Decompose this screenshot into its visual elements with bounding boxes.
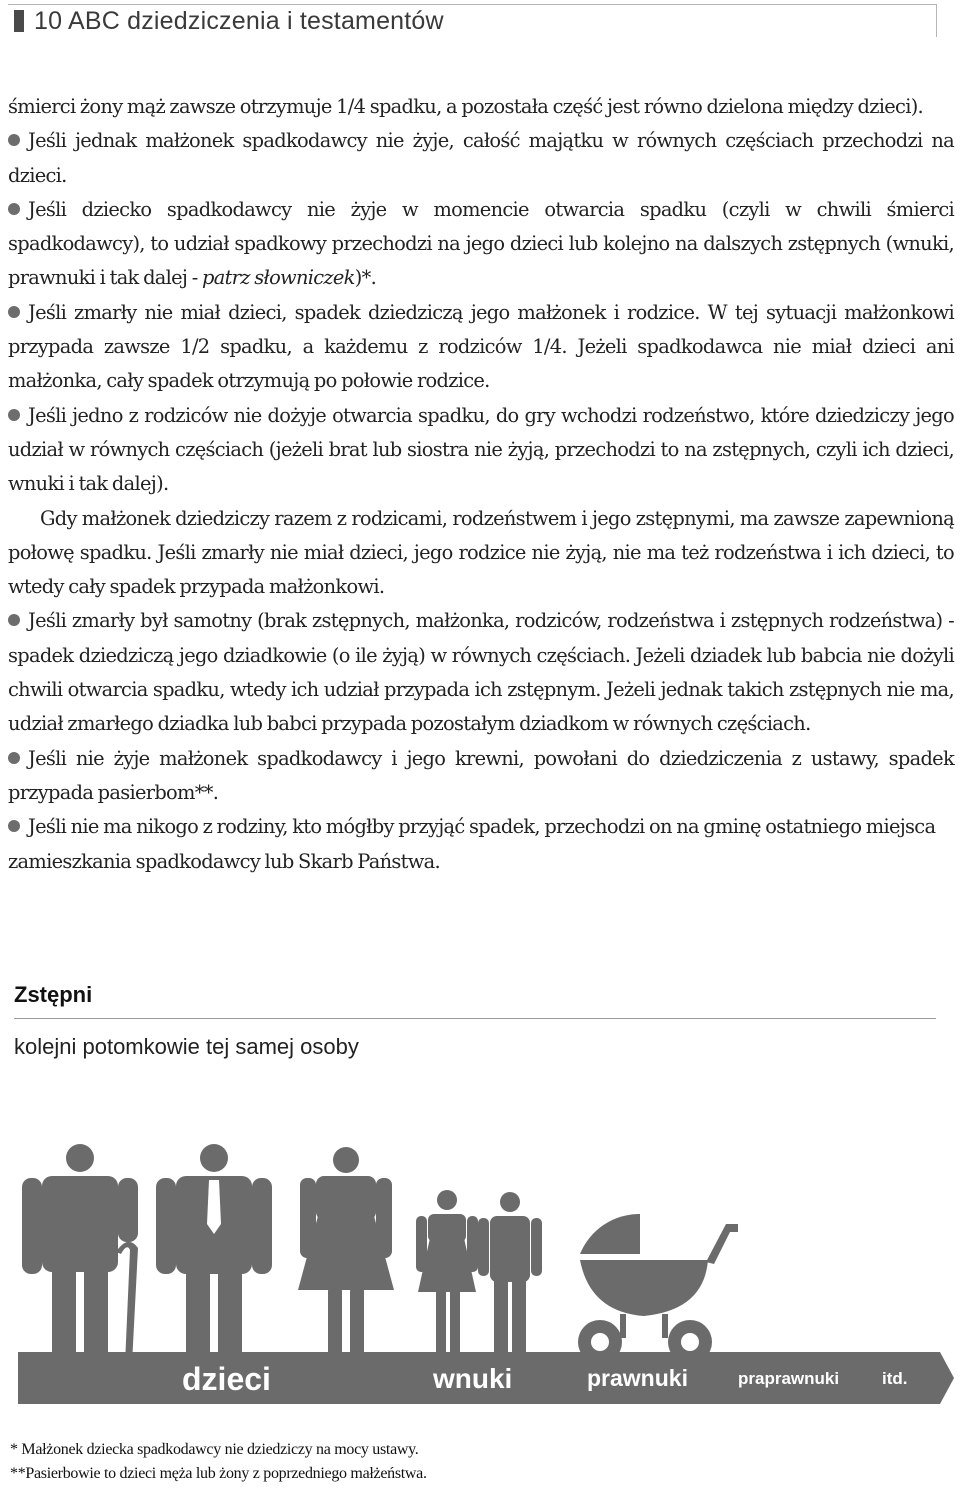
bullet-icon — [8, 306, 20, 318]
man-with-tie-icon — [156, 1144, 272, 1364]
header-bar-mark — [14, 10, 24, 32]
paragraph-1: śmierci żony mąż zawsze otrzymuje 1/4 spadku, a pozostała część jest równo dzielona między dzieci). — [8, 95, 924, 118]
paragraph-5: Jeśli jedno z rodziców nie dożyje otwarcia spadku, do gry wchodzi rodzeństwo, które dziedziczy jego udział w równych częściach (jeżeli brat lub siostra nie żyją, przechodzi to na zstępnych, czyli ich dzieci, wnuki i tak dalej). — [8, 403, 954, 496]
bullet-icon — [8, 409, 20, 421]
grandfather-with-cane-icon — [22, 1144, 138, 1364]
page-header — [8, 4, 937, 37]
glossary-divider — [14, 1018, 936, 1019]
bullet-icon — [8, 203, 20, 215]
footnotes — [10, 1438, 427, 1486]
bullet-icon — [8, 820, 20, 832]
footnote-2: **Pasierbowie to dzieci męża lub żony z poprzedniego małżeństwa. — [10, 1465, 427, 1482]
footnote-1: * Małżonek dziecka spadkodawcy nie dziedziczy na mocy ustawy. — [10, 1441, 419, 1458]
paragraph-8: Jeśli nie żyje małżonek spadkodawcy i jego krewni, powołani do dziedziczenia z ustawy, spadek przypada pasierbom**. — [8, 746, 954, 804]
baby-pram-icon — [578, 1214, 738, 1364]
paragraph-9: Jeśli nie ma nikogo z rodziny, kto mógłby przyjąć spadek, przechodzi on na gminę ostatniego miejsca zamieszkania spadkodawcy lub Skarb Państwa. — [8, 815, 936, 873]
paragraph-3: Jeśli dziecko spadkodawcy nie żyje w momencie otwarcia spadku (czyli w chwili śmierci spadkodawcy), to udział spadkowy przechodzi na jego dzieci lub kolejno na dalszych zstępnych (wnuki, prawnuki i tak dalej - patrz słowniczek)*. — [8, 197, 954, 290]
girl-figure-icon — [416, 1190, 478, 1364]
boy-figure-icon — [478, 1192, 542, 1364]
bullet-icon — [8, 752, 20, 764]
page-title: 10 ABC dziedziczenia i testamentów — [34, 6, 444, 35]
glossary-definition: kolejni potomkowie tej samej osoby — [14, 1034, 359, 1059]
article-body — [8, 90, 954, 879]
arrow-label-praprawnuki: praprawnuki — [738, 1369, 840, 1388]
paragraph-6: Gdy małżonek dziedziczy razem z rodzicami, rodzeństwem i jego zstępnymi, ma zawsze zapewnioną połowę spadku. Jeśli zmarły nie miał dzieci, jego rodzice nie żyją, nie ma też rodzeństwa i ich dzieci, to wtedy cały spadek przypada małżonkowi. — [8, 506, 954, 599]
glossary-term: Zstępni — [14, 982, 93, 1007]
arrow-label-prawnuki: prawnuki — [587, 1365, 688, 1391]
glossary-reference: patrz słowniczek — [202, 266, 355, 290]
bullet-icon — [8, 614, 20, 626]
arrow-label-wnuki: wnuki — [433, 1363, 513, 1394]
paragraph-4: Jeśli zmarły nie miał dzieci, spadek dziedziczą jego małżonek i rodzice. W tej sytuacji małżonkowi przypada zawsze 1/2 spadku, a każdemu z rodziców 1/4. Jeżeli spadkodawca nie miał dzieci ani małżonka, cały spadek otrzymują po połowie rodzice. — [8, 300, 954, 393]
bullet-icon — [8, 134, 20, 146]
arrow-label-dzieci: dzieci — [182, 1361, 271, 1397]
paragraph-7: Jeśli zmarły był samotny (brak zstępnych, małżonka, rodziców, rodzeństwa i zstępnych rodzeństwa) - spadek dziedziczą jego dziadkowie (o ile żyją) w równych częściach. Jeżeli dziadek lub babcia nie dożyli chwili otwarcia spadku, wtedy ich udział przypada ich zstępnym. Jeżeli jednak takich zstępnych nie ma, udział zmarłego dziadka lub babci przypada pozostałym dziadkom w równych częściach. — [8, 609, 954, 736]
woman-in-dress-icon — [298, 1147, 394, 1364]
paragraph-2: Jeśli jednak małżonek spadkodawcy nie żyje, całość majątku w równych częściach przechodzi na dzieci. — [8, 129, 954, 187]
arrow-label-itd: itd. — [882, 1369, 908, 1388]
descendants-illustration — [0, 1140, 960, 1470]
